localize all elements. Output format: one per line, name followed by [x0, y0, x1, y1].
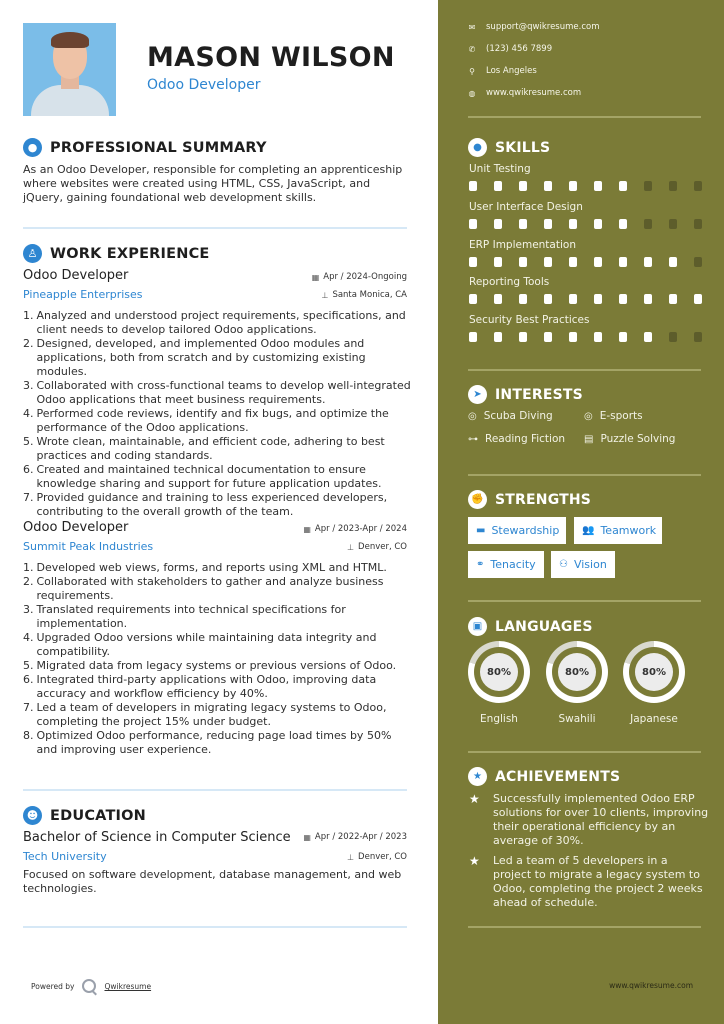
degree-title: Bachelor of Science in Computer Science	[23, 830, 291, 845]
skill-dot	[594, 257, 602, 267]
strengths-title: STRENGTHS	[495, 491, 592, 508]
language-percent: 80%	[480, 653, 518, 691]
list-item: 5. Migrated data from legacy systems or previous versions of Odoo.	[23, 659, 397, 672]
job-title: Odoo Developer	[23, 268, 129, 283]
interest-label: E-sports	[599, 410, 643, 422]
interest-item	[468, 433, 565, 445]
job-company: Summit Peak Industries	[23, 540, 154, 553]
section-divider	[23, 789, 407, 791]
skill-dot	[644, 294, 652, 304]
skill-rating	[469, 294, 702, 304]
job-bullets	[23, 309, 413, 519]
skill-dot	[619, 219, 627, 229]
list-item: 1. Analyzed and understood project requirements, specifications, and client needs to develop tailored Odoo applications.	[23, 309, 406, 336]
section-divider	[23, 926, 407, 928]
footer-website[interactable]: www.qwikresume.com	[609, 981, 693, 990]
job-location	[321, 290, 407, 300]
skill-dot	[669, 332, 677, 342]
skill-dot	[569, 181, 577, 191]
interest-item	[584, 433, 675, 445]
skill-dot	[669, 181, 677, 191]
skill-rating	[469, 181, 702, 191]
language-name: Japanese	[630, 713, 678, 725]
achievement-item	[469, 792, 709, 848]
strengths-heading	[468, 490, 591, 509]
contact-email[interactable]	[468, 22, 599, 32]
skill-dot	[644, 257, 652, 267]
life-ring-icon: ◎	[468, 410, 477, 422]
photo-shirt	[31, 85, 109, 116]
interests-title: INTERESTS	[495, 386, 583, 403]
powered-by	[31, 979, 151, 993]
powered-by-label: Powered by	[31, 981, 75, 991]
language-progress-ring	[623, 641, 685, 703]
briefcase-icon: ▬	[476, 525, 486, 536]
shooting-star-icon: ★	[469, 854, 480, 868]
skill-dot	[569, 332, 577, 342]
list-item: 6. Created and maintained technical documentation to ensure knowledge sharing and support for future application updates.	[23, 463, 382, 490]
skill-rating	[469, 257, 702, 267]
list-item: 1. Developed web views, forms, and reports using XML and HTML.	[23, 561, 387, 574]
sidebar-divider	[468, 751, 701, 753]
skill-dot	[544, 181, 552, 191]
skill-dot	[519, 294, 527, 304]
education-dates	[303, 832, 407, 842]
strength-label: Tenacity	[490, 558, 536, 571]
language-percent: 80%	[635, 653, 673, 691]
skill-dot	[694, 181, 702, 191]
skill-rating	[469, 219, 702, 229]
job-bullets	[23, 561, 413, 757]
achievements-heading	[468, 767, 620, 786]
skill-dot	[544, 219, 552, 229]
gamepad-icon: ⊶	[468, 433, 478, 445]
education-location	[347, 852, 407, 862]
skill-dot	[494, 257, 502, 267]
skill-dot	[494, 332, 502, 342]
strength-chip	[468, 517, 566, 544]
achievements-title: ACHIEVEMENTS	[495, 768, 621, 785]
language-percent: 80%	[558, 653, 596, 691]
experience-title: WORK EXPERIENCE	[50, 245, 210, 262]
job-dates	[303, 524, 407, 534]
strength-label: Stewardship	[491, 524, 560, 537]
skill-dot	[544, 257, 552, 267]
education-heading	[23, 806, 146, 825]
skill-dot	[619, 257, 627, 267]
language-progress-ring	[546, 641, 608, 703]
achievement-text: Successfully implemented Odoo ERP solutions for over 10 clients, improving their operational efficiency by an average of 30%.	[493, 792, 709, 847]
skill-name: Reporting Tools	[469, 276, 550, 288]
summary-heading	[23, 138, 267, 157]
skill-dot	[469, 257, 477, 267]
skill-dot	[644, 219, 652, 229]
globe-icon: ◍	[468, 88, 476, 98]
skill-dot	[544, 332, 552, 342]
strength-chip	[468, 551, 544, 578]
skill-dot	[544, 294, 552, 304]
skill-dot	[594, 181, 602, 191]
candidate-role: Odoo Developer	[147, 77, 261, 93]
language-item	[623, 641, 685, 725]
language-name: English	[480, 713, 518, 725]
users-icon: 👥	[582, 525, 595, 536]
list-item: 5. Wrote clean, maintainable, and efficient code, adhering to best practices and coding standards.	[23, 435, 385, 462]
experience-heading	[23, 244, 210, 263]
skill-name: ERP Implementation	[469, 239, 576, 251]
sidebar-divider	[468, 474, 701, 476]
envelope-icon: ✉	[468, 22, 476, 32]
contact-website[interactable]	[468, 88, 581, 98]
education-location-text: Denver, CO	[358, 852, 407, 862]
list-item: 3. Collaborated with cross-functional teams to develop well-integrated Odoo applications that meet business requirements.	[23, 379, 411, 406]
fist-icon: ✊	[468, 490, 487, 509]
education-dates-text: Apr / 2022-Apr / 2023	[314, 832, 407, 842]
language-icon: ▣	[468, 617, 487, 636]
skill-dot	[619, 181, 627, 191]
pin-icon: ⊥	[347, 852, 355, 862]
job-location-text: Santa Monica, CA	[332, 290, 407, 300]
strength-chip	[551, 551, 615, 578]
star-icon: ★	[468, 767, 487, 786]
skill-dot	[519, 219, 527, 229]
interest-label: Puzzle Solving	[600, 433, 676, 445]
skill-name: Security Best Practices	[469, 314, 590, 326]
skill-dot	[619, 294, 627, 304]
skill-dot	[619, 332, 627, 342]
skill-dot	[594, 219, 602, 229]
map-pin-icon: ⚲	[469, 66, 475, 76]
job-location-text: Denver, CO	[358, 542, 407, 552]
skill-dot	[594, 332, 602, 342]
contact-email-text: support@qwikresume.com	[486, 22, 600, 32]
skill-dot	[669, 219, 677, 229]
lightbulb-icon: ●	[468, 138, 487, 157]
interest-item	[584, 410, 643, 422]
sidebar-divider	[468, 600, 701, 602]
skill-dot	[494, 181, 502, 191]
list-item: 6. Integrated third-party applications with Odoo, improving data accuracy and workflow efficiency by 40%.	[23, 673, 377, 700]
profile-photo	[23, 23, 116, 116]
photo-hair	[51, 32, 89, 48]
qwikresume-logo-icon	[82, 979, 96, 993]
skill-dot	[469, 219, 477, 229]
phone-icon: ✆	[468, 44, 476, 54]
contact-location-text: Los Angeles	[486, 66, 537, 76]
list-item: 8. Optimized Odoo performance, reducing page load times by 50% and improving user experience.	[23, 729, 392, 756]
sidebar-divider	[468, 926, 701, 928]
skill-dot	[494, 294, 502, 304]
education-text: Focused on software development, database management, and web technologies.	[23, 868, 402, 895]
calendar-icon: ▦	[311, 272, 320, 282]
book-icon: ▤	[584, 433, 594, 445]
paper-plane-icon: ➤	[468, 385, 487, 404]
interest-item	[468, 410, 553, 422]
life-ring-icon: ◎	[584, 410, 593, 422]
list-item: 7. Provided guidance and training to less experienced developers, contributing to the overall growth of the team.	[23, 491, 388, 518]
languages-title: LANGUAGES	[495, 618, 593, 635]
skill-dot	[569, 294, 577, 304]
skill-dot	[469, 332, 477, 342]
language-name: Swahili	[558, 713, 596, 725]
strength-chip	[574, 517, 662, 544]
skill-dot	[694, 219, 702, 229]
graduate-icon: ☻	[23, 806, 42, 825]
skill-dot	[494, 219, 502, 229]
section-divider	[23, 227, 407, 229]
school-name: Tech University	[23, 850, 107, 863]
strength-label: Vision	[573, 558, 607, 571]
skill-name: Unit Testing	[469, 163, 531, 175]
summary-text: As an Odoo Developer, responsible for completing an apprenticeship where websites were created using HTML, CSS, JavaScript, and jQuery, gaining foundational web development skills.	[23, 163, 403, 204]
skills-heading	[468, 138, 550, 157]
language-item	[546, 641, 608, 725]
skill-dot	[469, 181, 477, 191]
skill-name: User Interface Design	[469, 201, 583, 213]
list-item: 4. Performed code reviews, identify and fix bugs, and optimize the performance of the Odoo applications.	[23, 407, 389, 434]
skill-rating	[469, 332, 702, 342]
skill-dot	[694, 294, 702, 304]
contact-location	[468, 66, 537, 76]
calendar-icon: ▦	[303, 832, 311, 842]
skills-title: SKILLS	[495, 139, 551, 156]
list-item: 4. Upgraded Odoo versions while maintaining data integrity and compatibility.	[23, 631, 377, 658]
languages-heading	[468, 617, 593, 636]
skill-dot	[469, 294, 477, 304]
skill-dot	[694, 332, 702, 342]
interests-heading	[468, 385, 583, 404]
shooting-star-icon: ★	[469, 792, 480, 806]
job-dates-text: Apr / 2024-Ongoing	[323, 272, 407, 282]
list-item: 3. Translated requirements into technical specifications for implementation.	[23, 603, 346, 630]
skill-dot	[519, 332, 527, 342]
contact-phone-text: (123) 456 7899	[486, 44, 553, 54]
interest-label: Reading Fiction	[485, 433, 566, 445]
contact-website-text: www.qwikresume.com	[486, 88, 582, 98]
job-title: Odoo Developer	[23, 520, 129, 535]
job-dates-text: Apr / 2023-Apr / 2024	[314, 524, 407, 534]
candidate-name: MASON WILSON	[147, 42, 395, 73]
list-item: 2. Collaborated with stakeholders to gather and analyze business requirements.	[23, 575, 384, 602]
binoculars-icon: ⚇	[559, 559, 568, 570]
link-icon: ⚭	[476, 559, 485, 570]
skill-dot	[669, 257, 677, 267]
language-progress-ring	[468, 641, 530, 703]
skill-dot	[569, 219, 577, 229]
education-title: EDUCATION	[50, 807, 147, 824]
skill-dot	[644, 332, 652, 342]
job-company: Pineapple Enterprises	[23, 288, 143, 301]
skill-dot	[569, 257, 577, 267]
summary-title: PROFESSIONAL SUMMARY	[50, 139, 267, 156]
list-item: 2. Designed, developed, and implemented Odoo modules and applications, both from scratch and by customizing existing modules.	[23, 337, 366, 378]
job-location	[347, 542, 407, 552]
strength-label: Teamwork	[600, 524, 657, 537]
list-item: 7. Led a team of developers in migrating legacy systems to Odoo, completing the project 15% under budget.	[23, 701, 387, 728]
sidebar	[438, 0, 724, 1024]
brand-link[interactable]: Qwikresume	[104, 981, 152, 991]
skill-dot	[594, 294, 602, 304]
contact-phone[interactable]	[468, 44, 552, 54]
skill-dot	[519, 181, 527, 191]
achievement-item	[469, 854, 709, 910]
pin-icon: ⊥	[321, 290, 329, 300]
job-dates	[312, 272, 407, 282]
chair-icon: ♙	[23, 244, 42, 263]
achievement-text: Led a team of 5 developers in a project to migrate a legacy system to Odoo, completing the project 2 weeks ahead of schedule.	[493, 854, 703, 909]
sidebar-divider	[468, 369, 701, 371]
interest-label: Scuba Diving	[483, 410, 553, 422]
skill-dot	[694, 257, 702, 267]
skill-dot	[669, 294, 677, 304]
pin-icon: ⊥	[347, 542, 355, 552]
skill-dot	[519, 257, 527, 267]
language-item	[468, 641, 530, 725]
skill-dot	[644, 181, 652, 191]
sidebar-divider	[468, 116, 701, 118]
calendar-icon: ▦	[303, 524, 311, 534]
user-icon: ●	[23, 138, 42, 157]
